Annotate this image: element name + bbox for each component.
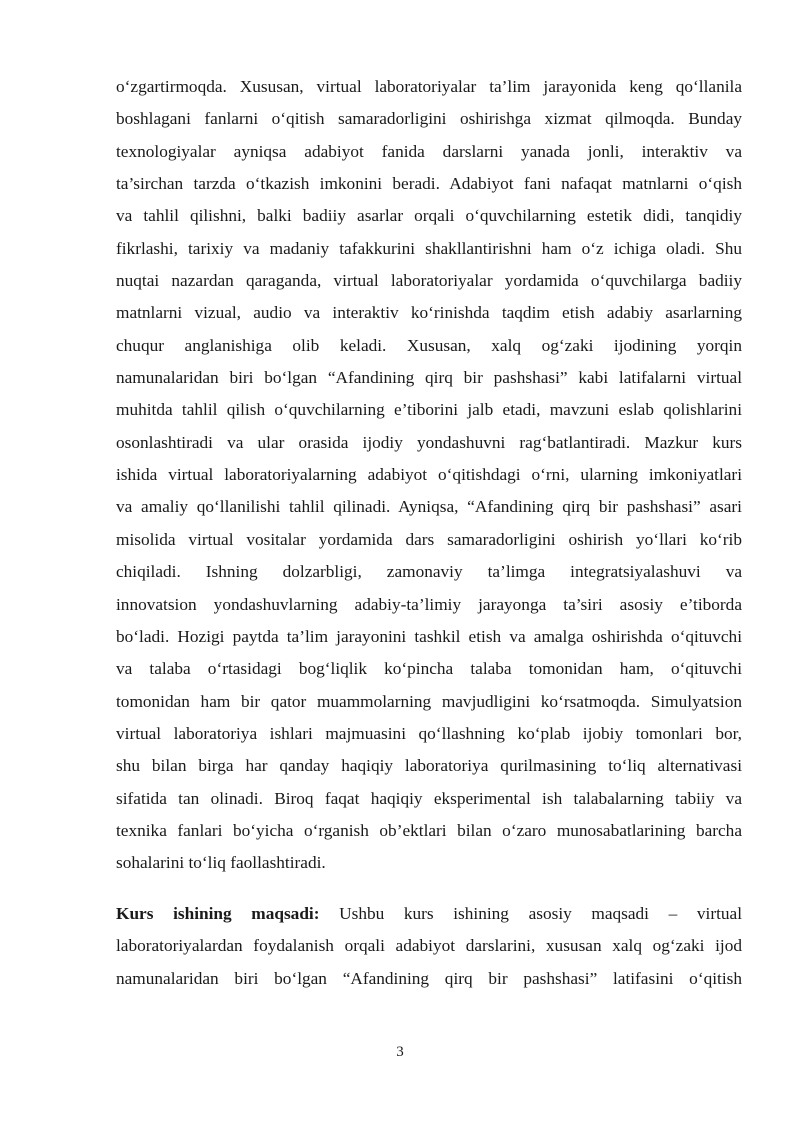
paragraph-line: va amaliy qo‘llanilishi tahlil qilinadi. Ayniqsa, “Afandining qirq bir pashshasi” asari: [116, 497, 742, 517]
paragraph-line: muhitda tahlil qilish o‘quvchilarning e’tiborini jalb etadi, mavzuni eslab qolishlarini: [116, 400, 742, 420]
paragraph-line: ishida virtual laboratoriyalarning adabiyot o‘qitishdagi o‘rni, ularning imkoniyatlari: [116, 465, 742, 485]
paragraph-line: osonlashtiradi va ular orasida ijodiy yondashuvni rag‘batlantiradi. Mazkur kurs: [116, 432, 742, 452]
paragraph-line: texnologiyalar ayniqsa adabiyot fanida darslarni yanada jonli, interaktiv va: [116, 141, 742, 161]
paragraph-line: fikrlashi, tarixiy va madaniy tafakkurini shakllantirishni ham o‘z ichiga oladi. Shu: [116, 238, 742, 258]
paragraph-line: virtual laboratoriya ishlari majmuasini qo‘llashning ko‘plab ijobiy tomonlari bor,: [116, 723, 742, 743]
paragraph-line: laboratoriyalardan foydalanish orqali adabiyot darslarini, xususan xalq og‘zaki ijod: [116, 936, 742, 956]
paragraph-line: matnlarni vizual, audio va interaktiv ko‘rinishda taqdim etish adabiy asarlarning: [116, 303, 742, 323]
paragraph-line: o‘zgartirmoqda. Xususan, virtual laboratoriyalar ta’lim jarayonida keng qo‘llanila: [116, 77, 742, 96]
paragraph-line: ta’sirchan tarzda o‘tkazish imkonini beradi. Adabiyot fani nafaqat matnlarni o‘qish: [116, 174, 742, 194]
paragraph-line: shu bilan birga har qanday haqiqiy laboratoriya qurilmasining to‘liq alternativasi: [116, 756, 742, 776]
paragraph-line: misolida virtual vositalar yordamida dars samaradorligini oshirish yo‘llari ko‘rib: [116, 529, 742, 549]
paragraph-line: va tahlil qilishni, balki badiiy asarlar orqali o‘quvchilarning estetik didi, tanqidiy: [116, 206, 742, 226]
paragraph-line: namunalaridan biri bo‘lgan “Afandining qirq bir pashshasi” kabi latifalarni virtual: [116, 368, 742, 388]
paragraph-line: texnika fanlari bo‘yicha o‘rganish ob’ektlari bilan o‘zaro munosabatlarining barcha: [116, 820, 742, 840]
paragraph-line: innovatsion yondashuvlarning adabiy-ta’limiy jarayonga ta’siri asosiy e’tiborda: [116, 594, 742, 614]
paragraph-line: va talaba o‘rtasidagi bog‘liqlik ko‘pincha talaba tomonidan ham, o‘qituvchi: [116, 659, 742, 679]
goal-heading: Kurs ishining maqsadi:: [116, 904, 320, 923]
paragraph-line: boshlagani fanlarni o‘qitish samaradorligini oshirishga xizmat qilmoqda. Bunday: [116, 109, 742, 129]
goal-text: Ushbu kurs ishining asosiy maqsadi – virtual: [319, 904, 742, 923]
paragraph-line: [116, 898, 742, 930]
page-number: 3: [396, 1044, 404, 1060]
paragraph-line: sifatida tan olinadi. Biroq faqat haqiqiy eksperimental ish talabalarning tabiiy va: [116, 788, 742, 808]
body-paragraph: [116, 71, 742, 880]
paragraph-line: chiqiladi. Ishning dolzarbligi, zamonaviy ta’limga integratsiyalashuvi va: [116, 562, 742, 582]
goal-paragraph: [116, 898, 742, 995]
paragraph-line: sohalarini to‘liq faollashtiradi.: [116, 853, 326, 873]
paragraph-line: namunalaridan biri bo‘lgan “Afandining qirq bir pashshasi” latifasini o‘qitish: [116, 968, 742, 988]
paragraph-line: bo‘ladi. Hozigi paytda ta’lim jarayonini tashkil etish va amalga oshirishda o‘qituvchi: [116, 626, 742, 646]
paragraph-line: tomonidan ham bir qator muammolarning mavjudligini ko‘rsatmoqda. Simulyatsion: [116, 691, 742, 711]
paragraph-line: nuqtai nazardan qaraganda, virtual laboratoriyalar yordamida o‘quvchilarga badiiy: [116, 271, 742, 291]
paragraph-line: chuqur anglanishiga olib keladi. Xususan, xalq og‘zaki ijodining yorqin: [116, 335, 742, 355]
